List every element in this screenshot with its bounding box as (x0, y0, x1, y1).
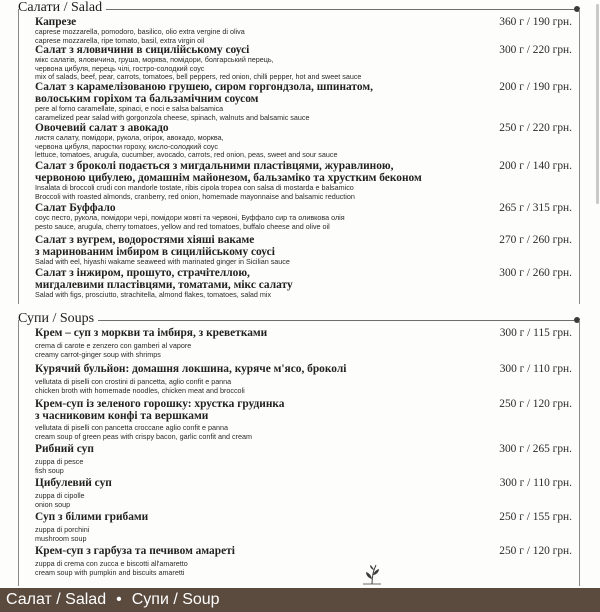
item-price: 300 г / 265 грн. (499, 443, 572, 455)
item-desc: zuppa di cipolle (35, 491, 85, 500)
item-name: Салат з вугрем, водоростями хіяші вакаме (35, 234, 255, 246)
item-price: 300 г / 220 грн. (499, 44, 572, 56)
item-desc: caprese mozzarella, ripe tomato, basil, extra virgin oil (35, 35, 205, 45)
item-desc: crema di carote e zenzero con gamberi al vapore (35, 341, 192, 350)
item-name-line2: з часниковим конфі та вершками (35, 410, 209, 422)
item-desc: chicken broth with homemade noodles, chicken meat and broccoli (35, 385, 245, 395)
herb-sprig-icon (360, 563, 384, 585)
item-name: Салат з інжиром, прошуто, страчітеллою, (35, 267, 250, 279)
item-desc: Salad with figs, prosciutto, strachitella, almond flakes, tomatoes, salad mix (35, 290, 272, 299)
soup-section-title: Супи / Soups (18, 311, 98, 327)
item-name: Цибулевий суп (35, 477, 112, 489)
item-name: Салат з броколі подається з мигдальними пластівцями, журавлиною, (35, 160, 394, 172)
bullet-icon: • (116, 591, 122, 608)
item-desc: cream soup of green peas with crispy bacon, garlic confit and cream (35, 431, 252, 441)
item-desc: Salad with eel, hiyashi wakame seaweed with marinated ginger in Sicilian sauce (35, 257, 290, 266)
item-desc: zuppa di crema con zucca e biscotti all'amaretto (35, 559, 188, 568)
item-name-line2: мигдалевими пластівцями, томатами, мікс салату (35, 279, 293, 291)
item-desc: onion soup (35, 499, 71, 509)
item-name: Крем-суп із зеленого горошку: хрустка грудинка (35, 398, 285, 410)
item-desc: mix of salads, beef, pear, carrots, tomatoes, bell peppers, red onion, chilli pepper, hot and sweet sauce (35, 72, 362, 82)
item-desc: zuppa di porchini (35, 525, 90, 534)
item-price: 250 г / 220 грн. (499, 122, 572, 134)
item-desc: vellutata di piselli con crostini di pancetta, aglio confit e panna (35, 377, 232, 386)
item-name: Крем – суп з моркви та імбиря, з креветками (35, 327, 268, 339)
item-desc: caramelized pear salad with gorgonzola cheese, spinach, walnuts and balsamic sauce (35, 112, 310, 122)
menu-item (35, 511, 580, 543)
menu-item (35, 234, 580, 267)
item-price: 270 г / 260 грн. (499, 234, 572, 246)
item-price: 250 г / 155 грн. (499, 511, 572, 523)
item-desc: червона цибуля, паростки гороху, кисло-солодкий соус (35, 141, 218, 151)
item-desc: соус песто, рукола, помідори чері, помідори жовті та червоні, Буффало сир та оливкова олія (35, 213, 345, 222)
menu-item (35, 443, 580, 475)
footer-salad-label: Салат / Salad (6, 591, 107, 608)
menu-item (35, 545, 580, 577)
item-name: Рибний суп (35, 443, 94, 455)
item-desc: Broccoli with roasted almonds, cranberry, red onion, homemade mayonnaise and balsamic reduction (35, 191, 355, 201)
item-desc: Insalata di broccoli crudi con mandorle tostate, ribis cipola tropea con salsa di mostarda e balsamico (35, 183, 354, 192)
menu-item (35, 44, 580, 82)
item-price: 300 г / 110 грн. (499, 477, 572, 489)
footer-soup-label: Супи / Soup (131, 591, 220, 608)
menu-item (35, 477, 580, 509)
item-price: 265 г / 315 грн. (499, 202, 572, 214)
menu-item (35, 160, 580, 201)
item-name-line2: волоським горіхом та бальзамічним соусом (35, 93, 259, 105)
item-name: Салат з яловичини в сицилійському соусі (35, 44, 250, 56)
item-desc: cream soup with pumpkin and biscuits amaretti (35, 567, 185, 577)
item-desc: pere al forno caramellate, spinaci, e noci e salsa balsamica (35, 104, 224, 113)
item-name: Капрезе (35, 16, 77, 28)
item-desc: листя салату, помідори, рукола, огірок, авокадо, морква, (35, 133, 224, 142)
menu-item (35, 16, 580, 45)
item-price: 360 г / 190 грн. (499, 16, 572, 28)
item-price: 250 г / 120 грн. (499, 545, 572, 557)
item-name: Овочевий салат з авокадо (35, 122, 169, 134)
item-desc: червона цибуля, перець чілі, гостро-солодкий соус (35, 63, 205, 73)
item-price: 300 г / 260 грн. (499, 267, 572, 279)
item-desc: мікс салатів, яловичина, груша, морква, помідори, болгарський перець, (35, 55, 274, 64)
menu-item (35, 398, 580, 441)
footer-label (6, 591, 220, 609)
item-price: 200 г / 140 грн. (499, 160, 572, 172)
item-desc: lettuce, tomatoes, arugula, cucumber, avocado, carrots, red onion, peas, sweet and sour sauce (35, 150, 338, 160)
item-name: Суп з білими грибами (35, 511, 149, 523)
item-desc: fish soup (35, 465, 64, 475)
scrollbar[interactable] (596, 4, 599, 204)
item-price: 300 г / 115 грн. (499, 327, 572, 339)
item-name: Курячий бульйон: домашня локшина, куряче м'ясо, броколі (35, 363, 347, 375)
menu-item (35, 363, 580, 395)
item-name: Салат з карамелізованою грушею, сиром горгондзола, шпинатом, (35, 81, 373, 93)
item-desc: vellutata di piselli con pancetta croccane aglio confit e panna (35, 423, 228, 432)
item-name: Крем-суп з гарбуза та печивом амареті (35, 545, 235, 557)
item-name-line2: з маринованим імбиром в сицилійському соусі (35, 246, 275, 258)
item-name: Салат Буффало (35, 202, 116, 214)
item-desc: mushroom soup (35, 533, 87, 543)
menu-item (35, 122, 580, 160)
item-name-line2: червоною цибулею, домашнім майонезом, бальзаміко та хрустким беконом (35, 172, 422, 184)
item-desc: pesto sauce, arugula, cherry tomatoes, yellow and red tomatoes, buffalo cheese and olive oil (35, 221, 330, 231)
item-price: 250 г / 120 грн. (499, 398, 572, 410)
item-price: 200 г / 190 грн. (499, 81, 572, 93)
item-desc: caprese mozzarella, pomodoro, basilico, olio extra vergine di oliva (35, 27, 245, 36)
menu-item (35, 202, 580, 231)
menu-item (35, 267, 580, 300)
item-desc: zuppa di pesce (35, 457, 84, 466)
item-desc: creamy carrot-ginger soup with shrimps (35, 349, 161, 359)
salad-section-title: Салати / Salad (18, 0, 106, 16)
item-price: 300 г / 110 грн. (499, 363, 572, 375)
menu-item (35, 81, 580, 122)
footer-bar (0, 588, 600, 612)
menu-item (35, 327, 580, 359)
